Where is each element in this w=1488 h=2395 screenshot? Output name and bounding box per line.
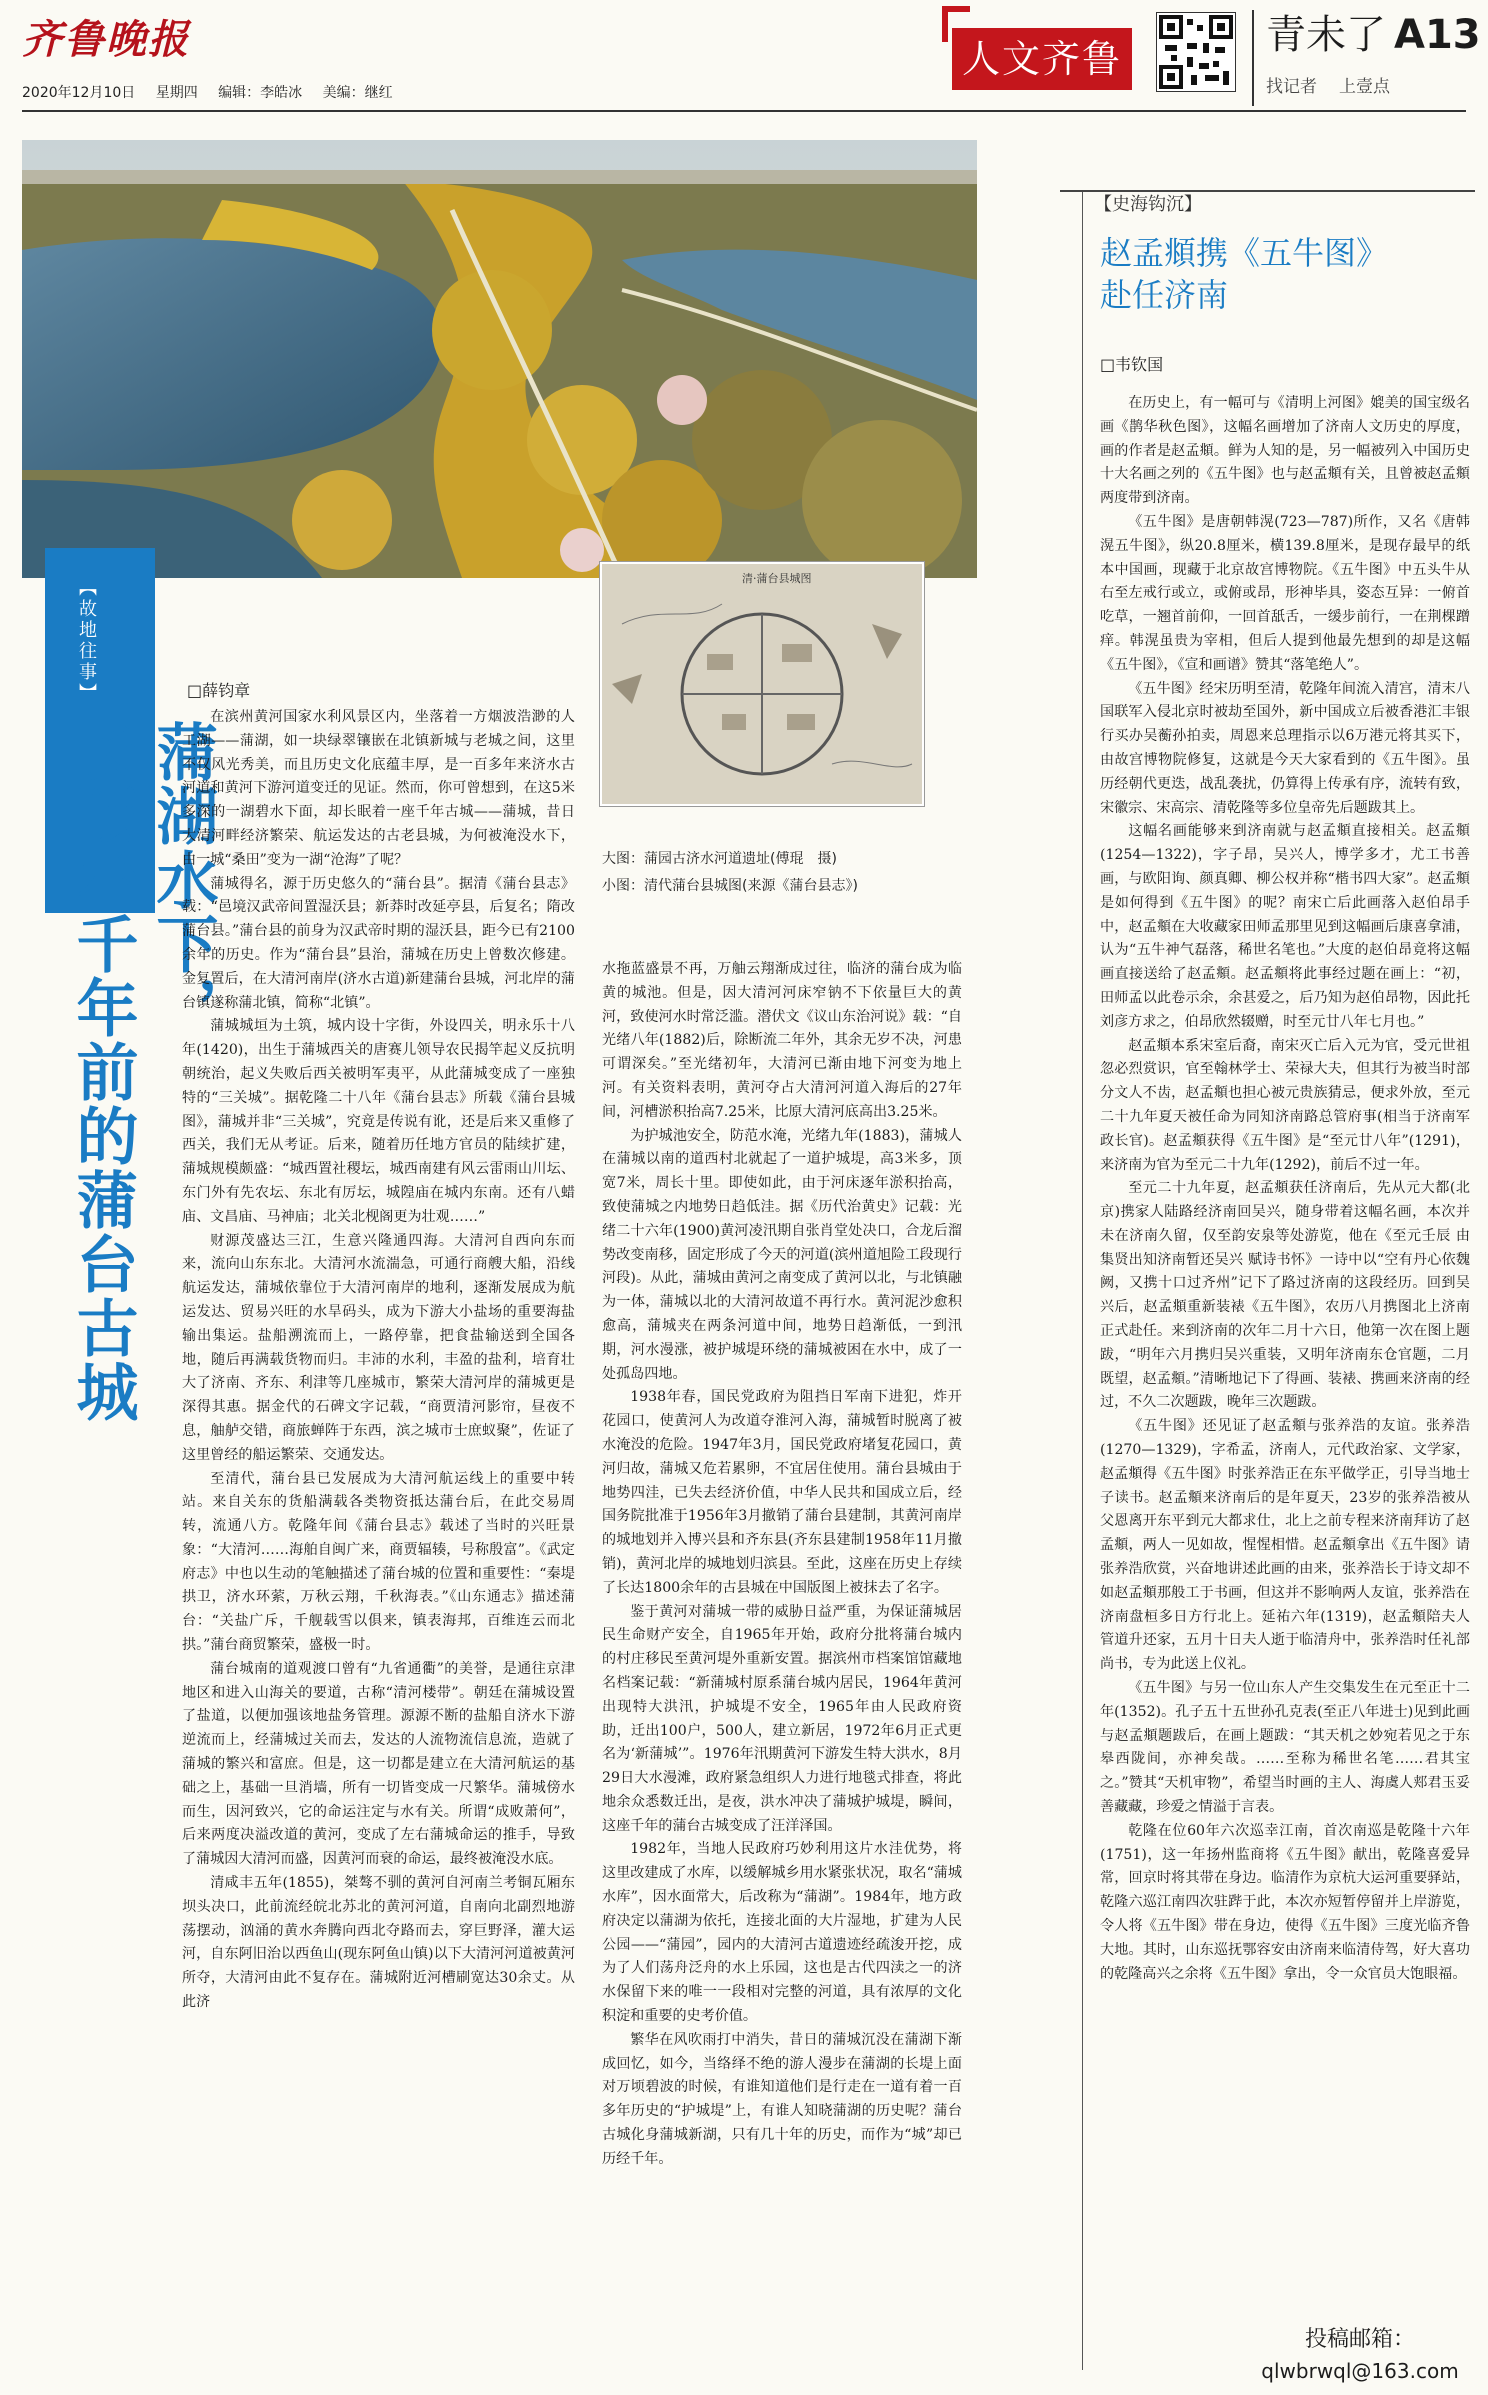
right-story-headline	[1100, 232, 1460, 316]
reporter-label: 找记者	[1266, 77, 1317, 97]
issue-weekday: 星期四	[155, 85, 198, 101]
reporter-line	[1266, 72, 1472, 97]
submission-box	[1240, 2322, 1480, 2383]
submission-label: 投稿邮箱：	[1304, 2327, 1415, 2352]
paragraph: 水拖蓝盛景不再，万舳云翔渐成过往，临济的蒲台成为临黄的城池。但是，因大清河河床窄钠不下依量巨大的黄河，致使河水时常泛滥。潜伏文《议山东治河说》载：“自光绪八年(1882)后，除断流二年外，其余无岁不决，河患可谓深矣。”至光绪初年，大清河已渐由地下河变为地上河。有关资料表明，黄河夺占大清河河道入海后的27年间，河槽淤积抬高7.25米，比原大清河底高出3.25米。	[602, 961, 962, 1120]
paragraph: 蒲城城垣为土筑，城内设十字街，外设四关，明永乐十八年(1420)，出生于蒲城西关的唐赛儿领导农民揭竿起义反抗明朝统治，起义失败后西关被明军夷平，从此蒲城变成了一座独特的“三关城”。据乾隆二十八年《蒲台县志》所载《蒲台县城图》，蒲城并非“三关城”，究竟是传说有讹，还是后来又重修了西关，我们无从考证。后来，随着历任地方官员的陆续扩建，蒲城规模颇盛：“城西置社稷坛，城西南建有风云雷雨山川坛、东门外有先农坛、东北有厉坛，城隍庙在城内东南。还有八蜡庙、文昌庙、马神庙；北关北枧阁更为壮观……”	[182, 1018, 575, 1225]
right-headline-line-1: 赵孟頫携《五牛图》	[1100, 234, 1389, 272]
paragraph: 财源茂盛达三江，生意兴隆通四海。大清河自西向东而来，流向山东东北。大清河水流湍急，可通行商艘大船，沿线航运发达，蒲城依靠位于大清河南岸的地利，逐渐发展成为航运发达、贸易兴旺的水旱码头，成为下游大小盐场的重要海盐输出集运。盐船溯流而上，一路停靠，把食盐输送到全国各地，随后再满载货物而归。丰沛的水利，丰盈的盐利，培育壮大了济南、齐东、利津等几座城市，繁荣大清河岸的蒲城更是深得其惠。据金代的石碑文字记载，“商贾清河影帘，昼夜不息，舳舻交错，商旅蝉阵于东西，滨之城市士庶蚁聚”，佐证了这里曾经的船运繁荣、交通发达。	[182, 1232, 575, 1463]
qr-code-icon[interactable]	[1156, 12, 1236, 92]
paragraph: 清咸丰五年(1855)，桀骜不驯的黄河自河南兰考铜瓦厢东坝头决口，此前流经皖北苏北的黄河河道，自南向北副烈地游荡摆动，汹涌的黄水奔腾向西北夺路而去，穿巨野泽，灌大运河，自东阿旧治以西鱼山(现东阿鱼山镇)以下大清河河道被黄河所夺，大清河由此不复存在。蒲城附近河槽刷宽达30余丈。从此济	[182, 1875, 575, 2011]
paragraph: 《五牛图》是唐朝韩滉(723—787)所作，又名《唐韩滉五牛图》，纵20.8厘米，横139.8厘米，是现存最早的纸本中国画，现藏于北京故宫博物院。《五牛图》中五头牛从右至左戒行或立，或俯或昂，形神毕具，姿态互异：一俯首吃草，一翘首前仰，一回首舐舌，一缓步前行，一在荆棵蹭痒。韩滉虽贵为宰相，但后人提到他最先想到的却是这幅《五牛图》，《宣和画谱》赞其“落笔绝人”。	[1100, 513, 1470, 673]
paragraph: 赵孟頫本系宋室后裔，南宋灭亡后入元为官，受元世祖忽必烈赏识，官至翰林学士、荣禄大夫，但其行为被当时部分文人不齿，赵孟頫也担心被元贵族猜忌，便求外放，至元二十九年夏天被任命为同知济南路总管府事(相当于济南军政长官)。赵孟頫获得《五牛图》是“至元廿八年”(1291)，来济南为官为至元二十九年(1292)，前后不过一年。	[1100, 1037, 1470, 1173]
paragraph: 1938年春，国民党政府为阻挡日军南下进犯，炸开花园口，使黄河人为改道夺淮河入海，蒲城暂时脱离了被水淹没的危险。1947年3月，国民党政府堵复花园口，黄河归故，蒲城又危若累卵，不宜居住使用。蒲台县城由于地势四洼，已失去经济价值，中华人民共和国成立后，经国务院批准于1956年3月撤销了蒲台县建制，其黄河南岸的城地划并入博兴县和齐东县(齐东县建制1958年11月撤销)，黄河北岸的城地划归滨县。至此，这座在历史上存续了长达1800余年的古县城在中国版图上被抹去了名字。	[602, 1389, 962, 1596]
newspaper-logo: 齐鲁晚报	[22, 16, 190, 63]
editor-credit: 编辑：李皓冰	[218, 85, 303, 101]
page-number: A13	[1394, 12, 1481, 58]
page-theme: 青未了	[1266, 12, 1386, 58]
paragraph: 这幅名画能够来到济南就与赵孟頫直接相关。赵孟頫(1254—1322)，字子昂，吴兴人，博学多才，尤工书善画，与欧阳询、颜真卿、柳公权并称“楷书四大家”。赵孟頫是如何得到《五牛图》的呢？南宋亡后此画落入赵伯昂手中，赵孟頫在大收藏家田师孟那里见到这幅画后康喜拿浦，认为“五牛神气磊落，稀世名笔也。”大度的赵伯昂竟将这幅画直接送给了赵孟頫。赵孟頫将此事经过题在画上：“初，田师孟以此卷示余，余甚爱之，后乃知为赵伯昂物，因此托刘彦方求之，伯昂欣然辍赠，时至元廿八年七月也。”	[1100, 823, 1470, 1030]
dateline	[22, 82, 662, 102]
issue-date: 2020年12月10日	[22, 85, 136, 101]
paragraph: 至清代，蒲台县已发展成为大清河航运线上的重要中转站。来自关东的货船满载各类物资抵达蒲台后，在此交易周转，流通八方。乾隆年间《蒲台县志》载述了当时的兴旺景象：“大清河……海舶自闽广来，商贾辐辏，号称殷富”。《武定府志》中也以生动的笔触描述了蒲台城的位置和重要性：“秦堤拱卫，济水环萦，万秋云翔，千秋海表。”《山东通志》描述蒲台：“关盐广斥，千舰载雪以俱来，镇表海邦，百维连云而北拱。”蒲台商贸繁荣，盛极一时。	[182, 1470, 575, 1654]
right-story-category: 【史海钩沉】	[1094, 194, 1202, 215]
header-rule	[22, 110, 1466, 112]
section-name: 人文齐鲁	[952, 28, 1132, 90]
paragraph: 蒲台城南的道观渡口曾有“九省通衢”的美誉，是通往京津地区和进入山海关的要道，古称“清河楼带”。朝廷在蒲城设置了盐道，以便加强该地盐务管理。源源不断的盐船自济水下游逆流而上，经蒲城过关而去，发达的人流物流信息流，造就了蒲城的繁兴和富庶。但是，这一切都是建立在大清河航运的基础之上，基础一旦消墙，所有一切皆变成一尺繁华。蒲城傍水而生，因河致兴，它的命运注定与水有关。所谓“成败萧何”，后来两度决溢改道的黄河，变成了左右蒲城命运的推手，导致了蒲城因大清河而盛，因黄河而衰的命运，最终被淹没水底。	[182, 1660, 575, 1868]
right-headline-line-2: 赴任济南	[1100, 276, 1229, 314]
aerial-photo-puhu	[22, 140, 977, 578]
headline-line-1: 蒲湖水下，	[146, 720, 219, 1040]
paragraph: 在历史上，有一幅可与《清明上河图》媲美的国宝级名画《鹊华秋色图》，这幅名画增加了济南人文历史的厚度，画的作者是赵孟頫。鲜为人知的是，另一幅被列入中国历史十大名画之列的《五牛图》也与赵孟頫有关，且曾被赵孟頫两度带到济南。	[1100, 395, 1470, 507]
designer-credit: 美编：继红	[322, 85, 393, 101]
right-story-author: □韦钦国	[1100, 355, 1164, 374]
paragraph: 为护城池安全，防范水淹，光绪九年(1883)，蒲城人在蒲城以南的道西村北就起了一道护城堤，高3米多，顶宽7米，周长十里。即使如此，由于河床逐年淤积抬高，致使蒲城之内地势日趋低洼。据《历代治黄史》记载：光绪二十六年(1900)黄河凌汛期自张肖堂处决口，合龙后溜势改变南移，固定形成了今天的河道(滨州道旭险工段现行河段)。从此，蒲城由黄河之南变成了黄河以北，与北镇融为一体，蒲城以北的大清河故道不再行水。黄河泥沙愈积愈高，蒲城夹在两条河道中间，地势日趋渐低，一到汛期，河水漫涨，被护城堤环绕的蒲城被困在水中，成了一处孤岛四地。	[602, 1127, 962, 1382]
column-divider	[1082, 190, 1083, 2370]
map-title: 清·蒲台县城图	[742, 572, 812, 585]
left-story-author: □薛钧章	[187, 681, 251, 700]
right-story-column	[1100, 392, 1470, 1986]
paragraph: 鉴于黄河对蒲城一带的威胁日益严重，为保证蒲城居民生命财产安全，自1965年开始，政府分批将蒲台城内的村庄移民至黄河堤外重新安置。据滨州市档案馆馆藏地名档案记载：“新蒲城村原系蒲台城内居民，1964年黄河出现特大洪汛，护城堤不安全，1965年由人民政府资助，迁出100户，500人，建立新居，1972年6月正式更名为‘新蒲城’”。1976年汛期黄河下游发生特大洪水，8月29日大水漫滩，政府紧急组织人力进行地毯式排查，将此地余众悉数迁出，是夜，洪水冲决了蒲城护城堤，瞬间，这座千年的蒲台古城变成了汪洋泽国。	[602, 1603, 962, 1834]
paragraph: 繁华在风吹雨打中消失，昔日的蒲城沉没在蒲湖下渐成回忆，如今，当络绎不绝的游人漫步在蒲湖的长堤上面对万顷碧波的时候，有谁知道他们是行走在一道有着一百多年历史的“护城堤”上，有谁人知晓蒲湖的历史呢？蒲台古城化身蒲城新湖，只有几十年的历史，而作为“城”却已历经千年。	[602, 2031, 962, 2167]
paragraph: 乾隆在位60年六次巡幸江南，首次南巡是乾隆十六年(1751)，这一年扬州监商将《五牛图》献出，乾隆喜爱异常，回京时将其带在身边。临清作为京杭大运河重要驿站，乾隆六巡江南四次驻跸于此，本次亦短暂停留并上岸游览，令人将《五牛图》带在身边，使得《五牛图》三度光临齐鲁大地。其时，山东巡抚鄂容安由济南来临清侍驾，好大喜功的乾隆高兴之余将《五牛图》拿出，令一众官员大饱眼福。	[1100, 1822, 1470, 1982]
paragraph: 1982年，当地人民政府巧妙利用这片水洼优势，将这里改建成了水库，以缓解城乡用水紧张状况，取名“蒲城水库”，因水面常大，后改称为“蒲湖”。1984年，地方政府决定以蒲湖为依托，连接北面的大片湿地，扩建为人民公园——“蒲园”，园内的大清河古道遗迹经疏浚开挖，成为了人们荡舟泛舟的水上乐园，这也是古代四渎之一的济水保留下来的唯一一段相对完整的河道，具有浓厚的文化积淀和重要的史考价值。	[602, 1841, 962, 2025]
paragraph: 在滨州黄河国家水利风景区内，坐落着一方烟波浩渺的人工湖——蒲湖，如一块绿翠镶嵌在北镇新城与老城之间，这里不仅风光秀美，而且历史文化底蕴丰厚，是一百多年来济水古河道和黄河下游河道变迁的见证。然而，你可曾想到，在这5米多深的一湖碧水下面，却长眠着一座千年古城——蒲城，昔日大清河畔经济繁荣、航运发达的古老县城，为何被淹没水下，由一城“桑田”变为一湖“沧海”了呢？	[182, 709, 575, 868]
qing-dynasty-city-map	[600, 562, 924, 806]
paragraph: 《五牛图》还见证了赵孟頫与张养浩的友谊。张养浩(1270—1329)，字希孟，济南人，元代政治家、文学家，赵孟頫得《五牛图》时张养浩正在东平做学正，引导当地士子读书。赵孟頫来济南后的是年夏天，23岁的张养浩被从父恩离开东平到元大都求仕，北上之前专程来济南拜访了赵孟頫，两人一见如故，惺惺相惜。赵孟頫拿出《五牛图》请张养浩欣赏，兴奋地讲述此画的由来，张养浩长于诗文却不如赵孟頫那般工于书画，但这并不影响两人友谊，张养浩在济南盘桓多日方行北上。延祐六年(1319)，赵孟頫陪夫人管道升还家，五月十日夫人逝于临清舟中，张养浩时任礼部尚书，专为此送上仪礼。	[1100, 1418, 1470, 1673]
paragraph: 《五牛图》与另一位山东人产生交集发生在元至正十二年(1352)。孔子五十五世孙孔克表(至正八年进士)见到此画与赵孟頫题跋后，在画上题跋：“其天机之妙宛若见之于东皋西陇间，亦神矣哉。……至称为稀世名笔……君其宝之。”赞其“天机审物”，希望当时画的主人、海虞人郏君玉妥善藏藏，珍爱之情溢于言表。	[1100, 1680, 1470, 1816]
paragraph: 蒲城得名，源于历史悠久的“蒲台县”。据清《蒲台县志》载：“邑境汉武帝间置湿沃县；新莽时改延亭县，后复名；隋改蒲台县。”蒲台县的前身为汉武帝时期的湿沃县，距今已有2100余年的历史。作为“蒲台县”县治，蒲城在历史上曾数次修建。金复置后，在大清河南岸(济水古道)新建蒲台县城，河北岸的蒲台镇遂称蒲北镇，简称“北镇”。	[182, 875, 575, 1011]
photo-captions	[602, 846, 972, 900]
caption-small-map: 小图：清代蒲台县城图(来源《蒲台县志》)	[602, 878, 858, 894]
paragraph: 至元二十九年夏，赵孟頫获任济南后，先从元大都(北京)携家人陆路经济南回吴兴，随身带着这幅名画，本次并未在济南久留，仅至韵安泉等处游览，他在《至元壬辰 由集贤出知济南暂还吴兴 赋诗书怀》一诗中以“空有丹心依魏阙，又携十口过齐州”记下了路过济南的这段经历。回到吴兴后，赵孟頫重新装裱《五牛图》，农历八月携图北上济南正式赴任。来到济南的次年二月十六日，他第一次在图上题跋，“明年六月携归吴兴重装，又明年济南东仓官题，二月既望，赵孟頫。”清晰地记下了得画、装裱、携画来济南的经过，不久二次题跋，晚年三次题跋。	[1100, 1180, 1470, 1411]
reporter-app: 上壹点	[1339, 77, 1390, 97]
page-heading	[1252, 10, 1481, 106]
section-banner	[942, 6, 1136, 100]
left-story-category: 【故地往事】	[76, 578, 97, 704]
submission-email-link[interactable]: qlwbrwql@163.com	[1261, 2359, 1459, 2383]
page-title	[1266, 10, 1481, 60]
left-story-column-2	[602, 958, 962, 2172]
paragraph: 《五牛图》经宋历明至清，乾隆年间流入清宫，清末八国联军入侵北京时被劫至国外，新中国成立后被香港汇丰银行买办吴蘅孙拍卖，周恩来总理指示以6万港元将其买下，由故宫博物院修复，这就是今天大家看到的《五牛图》。虽历经朝代更迭，战乱袭扰，仍算得上传承有序，流转有致，宋徽宗、宋高宗、清乾隆等多位皇帝先后题跋其上。	[1100, 680, 1470, 816]
caption-large-photo: 大图：蒲园古济水河道遗址(傅琨 摄)	[602, 851, 837, 867]
left-story-column-1	[182, 706, 575, 2015]
headline-line-2: 长眠着千年前的蒲台古城	[66, 720, 139, 1424]
